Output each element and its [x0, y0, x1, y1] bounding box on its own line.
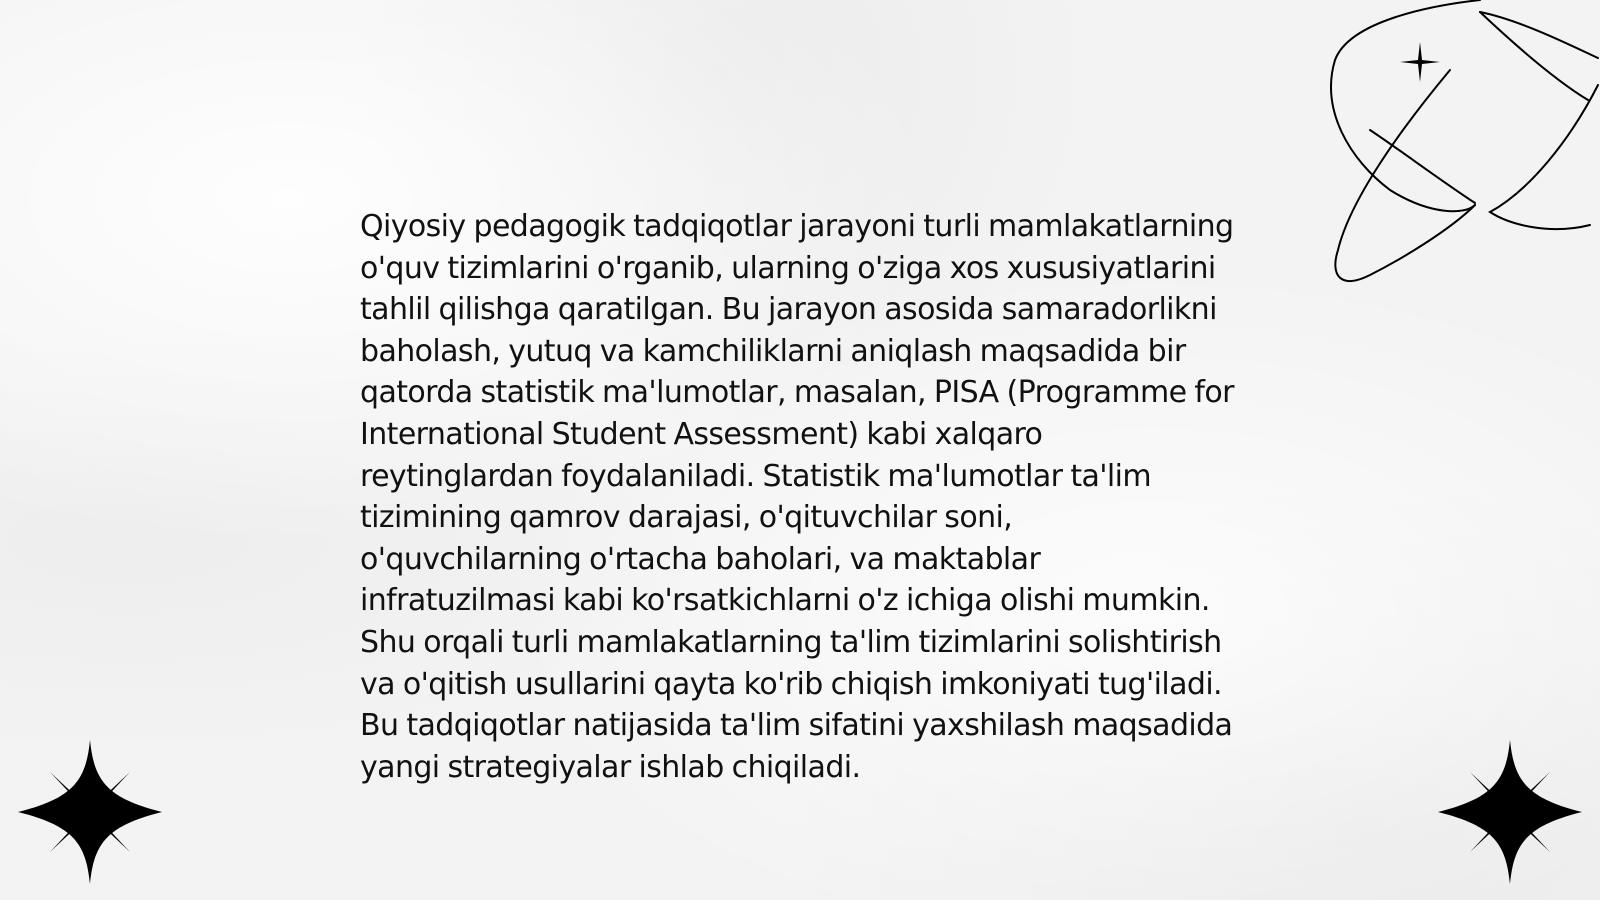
four-point-star-icon	[18, 740, 162, 884]
sparkle-small-icon	[1400, 42, 1440, 82]
four-point-star-icon	[1438, 740, 1582, 884]
orbit-lines-icon	[1330, 0, 1600, 300]
body-paragraph: Qiyosiy pedagogik tadqiqotlar jarayoni turli mamlakatlarning o'quv tizimlarini o'rganib, ularning o'ziga xos xususiyatlarini tahlil qilishga qaratilgan. Bu jarayon asosida samaradorlikni baholash, yutuq va kamchiliklarni aniqlash maqsadida bir qatorda statistik ma'lumotlar, masalan, PISA (Programme for International Student Assessment) kabi xalqaro reytinglardan foydalaniladi. Statistik ma'lumotlar ta'lim tizimining qamrov darajasi, o'qituvchilar soni, o'quvchilarning o'rtacha baholari, va maktablar infratuzilmasi kabi ko'rsatkichlarni o'z ichiga olishi mumkin. Shu orqali turli mamlakatlarning ta'lim tizimlarini solishtirish va o'qitish usullarini qayta ko'rib chiqish imkoniyati tug'iladi. Bu tadqiqotlar natijasida ta'lim sifatini yaxshilash maqsadida yangi strategiyalar ishlab chiqiladi.	[360, 209, 1234, 785]
